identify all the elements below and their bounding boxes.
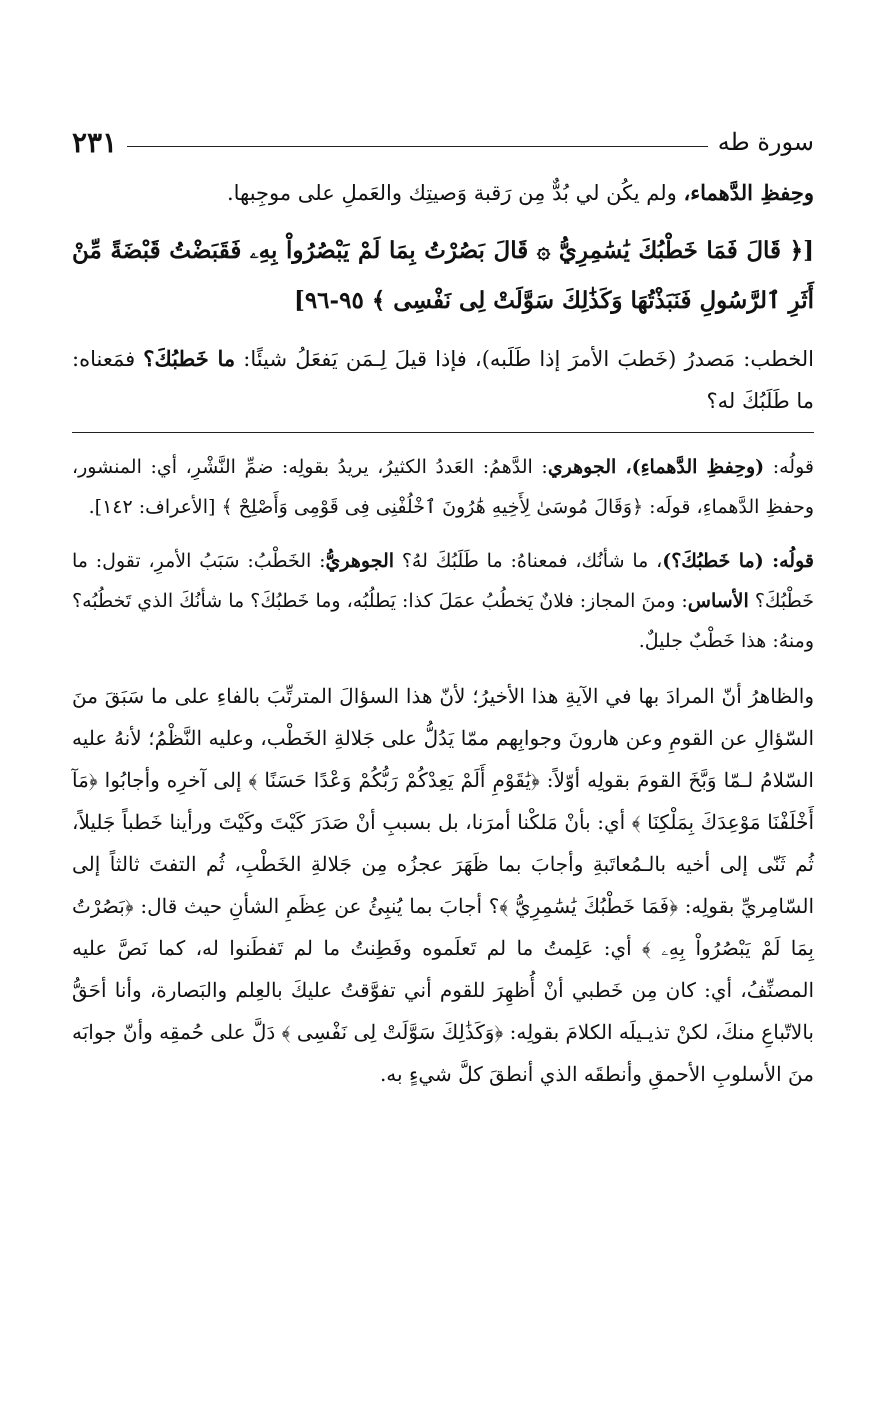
quran-verse xyxy=(72,226,814,326)
verse-text: [﴿ قَالَ فَمَا خَطْبُكَ يَٰسَٰمِرِيُّ ۞ قَالَ بَصُرْتُ بِمَا لَمْ يَبْصُرُواْ بِهِۦ فَقَبَضْتُ قَبْضَةً مِّنْ أَثَرِ ٱلرَّسُولِ فَنَبَذْتُهَا وَكَذَٰلِكَ سَوَّلَتْ لِى نَفْسِى ﴾ ٩٥-٩٦] xyxy=(72,237,814,314)
book-page xyxy=(72,122,814,1095)
gloss2-bold-b: الجوهريُّ xyxy=(325,550,395,572)
gloss2-bold-c: الأساس xyxy=(687,590,749,612)
header-rule xyxy=(127,146,708,147)
commentary-text: والظاهرُ أنّ المرادَ بها في الآيةِ هذا الأخيرُ؛ لأنّ هذا السؤالَ المترتِّبَ بالفاءِ على ما سَبَقَ منَ السّؤالِ عن القومِ وعن هارونَ وجوابِهم ممّا يَدُلُّ على جَلالةِ الخَطْب، وعليه النَّظْمُ؛ لأنهُ عليه السّلامُ لـمّا وَبَّخَ القومَ بقولِه أوّلاً: ﴿يَٰقَوْمِ أَلَمْ يَعِدْكُمْ رَبُّكُمْ وَعْدًا حَسَنًا ﴾ إلى آخرِه وأجابُوا ﴿مَآ أَخْلَفْنَا مَوْعِدَكَ بِمَلْكِنَا ﴾ أي: بأنْ مَلكْنا أمرَنا، بل بسببِ أنْ صَدَرَ كَيْتَ وكَيْتَ ورأينا خَطباً جَليلاً، ثُم ثَنّى إلى أخيه بالـمُعاتَبةِ وأجابَ بما ظَهَرَ عجزُه مِن جَلالةِ الخَطْبِ، ثُم التفتَ ثالثاً إلى السّامِريِّ بقولِه: ﴿فَمَا خَطْبُكَ يَٰسَٰمِرِيُّ ﴾؟ أجابَ بما يُنبِئُ عن عِظَمِ الشأنِ حيث قال: ﴿بَصُرْتُ بِمَا لَمْ يَبْصُرُواْ بِهِۦ ﴾ أي: عَلِمتُ ما لم تَعلَموه وفَطِنتُ ما لم تَفطَنوا له، كما نَصَّ عليه المصنِّفُ، أي: كان مِن خَطبي أنْ أُظهِرَ للقوم أني تفوَّقتُ عليكَ بالعِلم والبَصارة، وأنا أحَقُّ بالاتّباعِ منكَ، لكنْ تذيـيلَه الكلامَ بقولِه: ﴿وَكَذَٰلِكَ سَوَّلَتْ لِى نَفْسِى ﴾ دَلَّ على حُمقِه وأنّ جوابَه منَ الأسلوبِ الأحمقِ وأنطقَه الذي أنطقَ كلَّ شيءٍ به. xyxy=(72,684,815,1086)
gloss2-text-a: ، ما شأنُك، فمعناهُ: ما طَلَبُكَ لهُ؟ xyxy=(394,550,663,572)
gloss2-text-b: : الخَطْبُ: سَبَبُ الأمرِ، تقول: ما خَطْبُكَ؟ xyxy=(72,550,814,612)
gloss-paragraph-1 xyxy=(72,447,814,527)
definition-paragraph xyxy=(72,338,814,422)
commentary-paragraph xyxy=(72,675,814,1095)
commentary-separator xyxy=(72,432,814,433)
lead-paragraph xyxy=(72,172,814,214)
lead-bold-phrase: وحِفظِ الدَّهماء، xyxy=(683,180,814,205)
definition-bold: ما خَطبُكَ؟ xyxy=(143,346,236,371)
gloss1-bold-a: (وحِفظِ الدَّهماءِ)، الجوهري xyxy=(547,456,765,478)
surah-title: سورة طه xyxy=(717,128,814,156)
page-number: ٢٣١ xyxy=(72,125,118,159)
gloss2-bold-a: قولُه: (ما خَطبُكَ؟) xyxy=(662,550,814,572)
gloss-paragraph-2 xyxy=(72,541,814,661)
gloss1-text-a: قولُه: xyxy=(764,456,814,478)
gloss1-text-b: : الدَّهمُ: العَددُ الكثيرُ، يريدُ بقولِه: ضمِّ النَّشْرِ، أي: المنشور، وحفظِ الدَّهماءِ، قولَه: ﴿وَقَالَ مُوسَىٰ لِأَخِيهِ هَٰرُونَ ٱخْلُفْنِى فِى قَوْمِى وَأَصْلِحْ ﴾ [الأعراف: ١٤٢]. xyxy=(72,456,814,518)
gloss2-text-c: : ومنَ المجاز: فلانٌ يَخطُبُ عمَلَ كذا: يَطلُبُه، وما خَطبُكَ؟ ما شأنُكَ الذي تَخطُبُه؟ ومنهُ: هذا خَطْبٌ جليلٌ. xyxy=(72,590,814,652)
definition-text: الخطب: مَصدرُ (خَطبَ الأمرَ إذا طَلَبه)، فإذا قيلَ لِـمَن يَفعَلُ شيئًا: xyxy=(235,347,814,371)
lead-text: ولم يكُن لي بُدٌّ مِن رَقبة وَصيتِك والعَملِ على موجِبها. xyxy=(226,181,684,205)
definition-text-2: فمَعناه: ما طَلَبُكَ له؟ xyxy=(72,347,814,413)
running-header xyxy=(72,122,814,162)
